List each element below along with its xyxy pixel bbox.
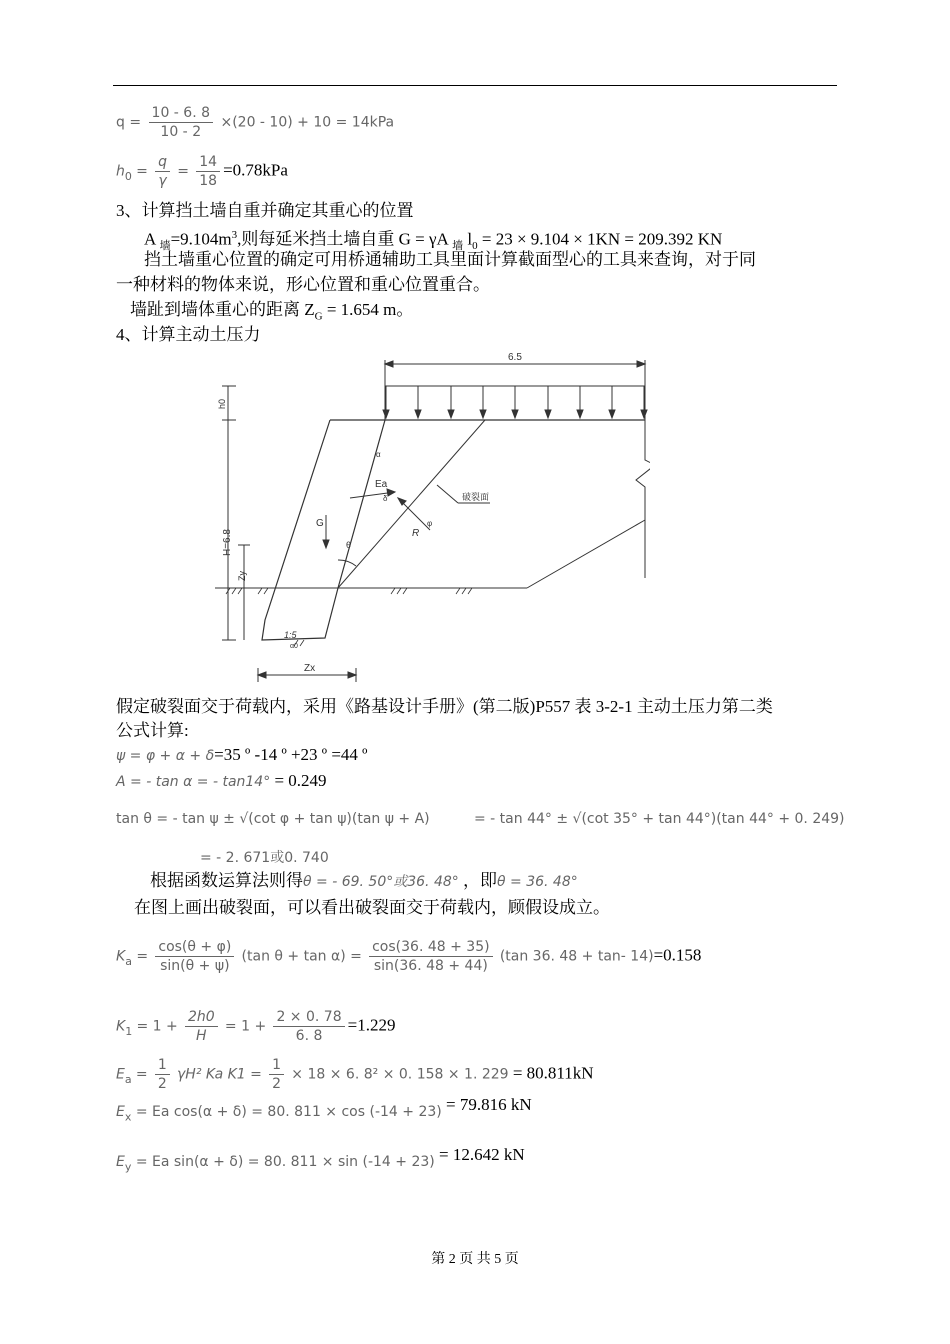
- centroid-paragraph-2: 一种材料的物体来说，形心位置和重心位置重合。: [116, 275, 490, 294]
- zx-label: Zx: [304, 663, 316, 674]
- delta-label: δ: [383, 494, 388, 503]
- equation-h0: $h_0$ = $\frac{q}{\gamma}$ = $\frac{14}{18}$ =0.78kPa: [116, 154, 288, 189]
- tan-theta-result: = - 2. 671或0. 740: [200, 850, 329, 866]
- tan-theta-equation-numeric: = - tan 44° ± √(cot 35° + tan 44°)(tan 44° + 0. 249): [474, 811, 845, 827]
- equation-q: q = $\frac{10 - 6. 8}{10 - 2}$ ×(20 - 10) + 10 = 14kPa: [116, 105, 395, 140]
- zg-line: 墙趾到墙体重心的距离 $Z_G = 1.654$ m。: [130, 300, 414, 323]
- centroid-paragraph-1: 挡土墙重心位置的确定可用桥通辅助工具里面计算截面型心的工具来查询，对于同: [144, 250, 756, 269]
- ea-equation: $E_a$ = $\frac{1}{2}$ γH² Ka K1 = $\frac{1}{2}$ × 18 × 6. 8² × 0. 158 × 1. 229 = 80.811kN: [116, 1057, 594, 1092]
- section-4-heading: 4、计算主动土压力: [116, 325, 261, 344]
- h-label: H=6.8: [222, 529, 233, 556]
- phi-label: φ: [427, 519, 433, 528]
- theta-label: θ: [346, 540, 352, 550]
- a-equation: A = - tan α = - tan14° = 0.249: [116, 771, 327, 790]
- assumption-line-1: 假定破裂面交于荷载内，采用《路基设计手册》(第二版)P557 表 3-2-1 主动土压力第二类: [116, 697, 773, 716]
- zy-label: Zy: [237, 571, 247, 581]
- assumption-line-2: 公式计算:: [116, 721, 189, 740]
- crack-label: 破裂面: [462, 492, 490, 502]
- section-3-heading: 3、计算挡土墙自重并确定其重心的位置: [116, 201, 414, 220]
- retaining-wall-diagram: [200, 350, 650, 690]
- g-label: G: [316, 518, 324, 529]
- load-arrows: [383, 386, 647, 418]
- a0-label: α0: [290, 643, 298, 650]
- k1-equation: $K_1 = 1$ + $\frac{2h0}{H}$ = 1 + $\frac{2 \times 0. 78}{6. 8}$ =1.229: [116, 1009, 396, 1044]
- slope-label: 1:5: [284, 630, 297, 640]
- tan-theta-equation: tan θ = - tan ψ ± √(cot φ + tan ψ)(tan ψ + A): [116, 811, 430, 827]
- header-rule: [113, 85, 837, 86]
- h0-label: h0: [217, 398, 227, 409]
- assumption-check: 在图上画出破裂面，可以看出破裂面交于荷载内，顾假设成立。: [134, 898, 610, 917]
- ex-equation: $E_x = Ea$ cos(α + δ) = 80. 811 × cos (-14 + 23) = 79.816 kN: [116, 1095, 532, 1124]
- ka-equation: $K_a$ = $\frac{\cos(\theta + \varphi)}{\sin(\theta + \psi)}$ (tan θ + tan α) = $\frac{\cos(36. 48 + 35)}{\sin(36. 48 + 44)}$ (tan 36. 48 + tan- 14)=0.158: [116, 939, 702, 974]
- alpha-label: α: [376, 450, 381, 459]
- r-label: R: [412, 528, 420, 539]
- dim-width-label: 6.5: [508, 352, 522, 363]
- theta-result-line: 根据函数运算法则得θ = - 69. 50°或36. 48° ，即θ = 36. 48°: [150, 871, 578, 890]
- psi-equation: ψ = φ + α + δ=35 º -14 º +23 º =44 º: [116, 745, 368, 764]
- ey-equation: $E_y = Ea$ sin(α + δ) = 80. 811 × sin (-14 + 23) = 12.642 kN: [116, 1145, 525, 1174]
- wall-weight-line: A $_墙=9.104m^3$,则每延米挡土墙自重 G = γA $_墙$ $l_0 = 23 \times 9.104 \times 1KN = 209.392$ KN: [144, 229, 723, 253]
- page-footer: 第 2 页 共 5 页: [431, 1252, 519, 1267]
- ea-label: Ea: [375, 479, 388, 490]
